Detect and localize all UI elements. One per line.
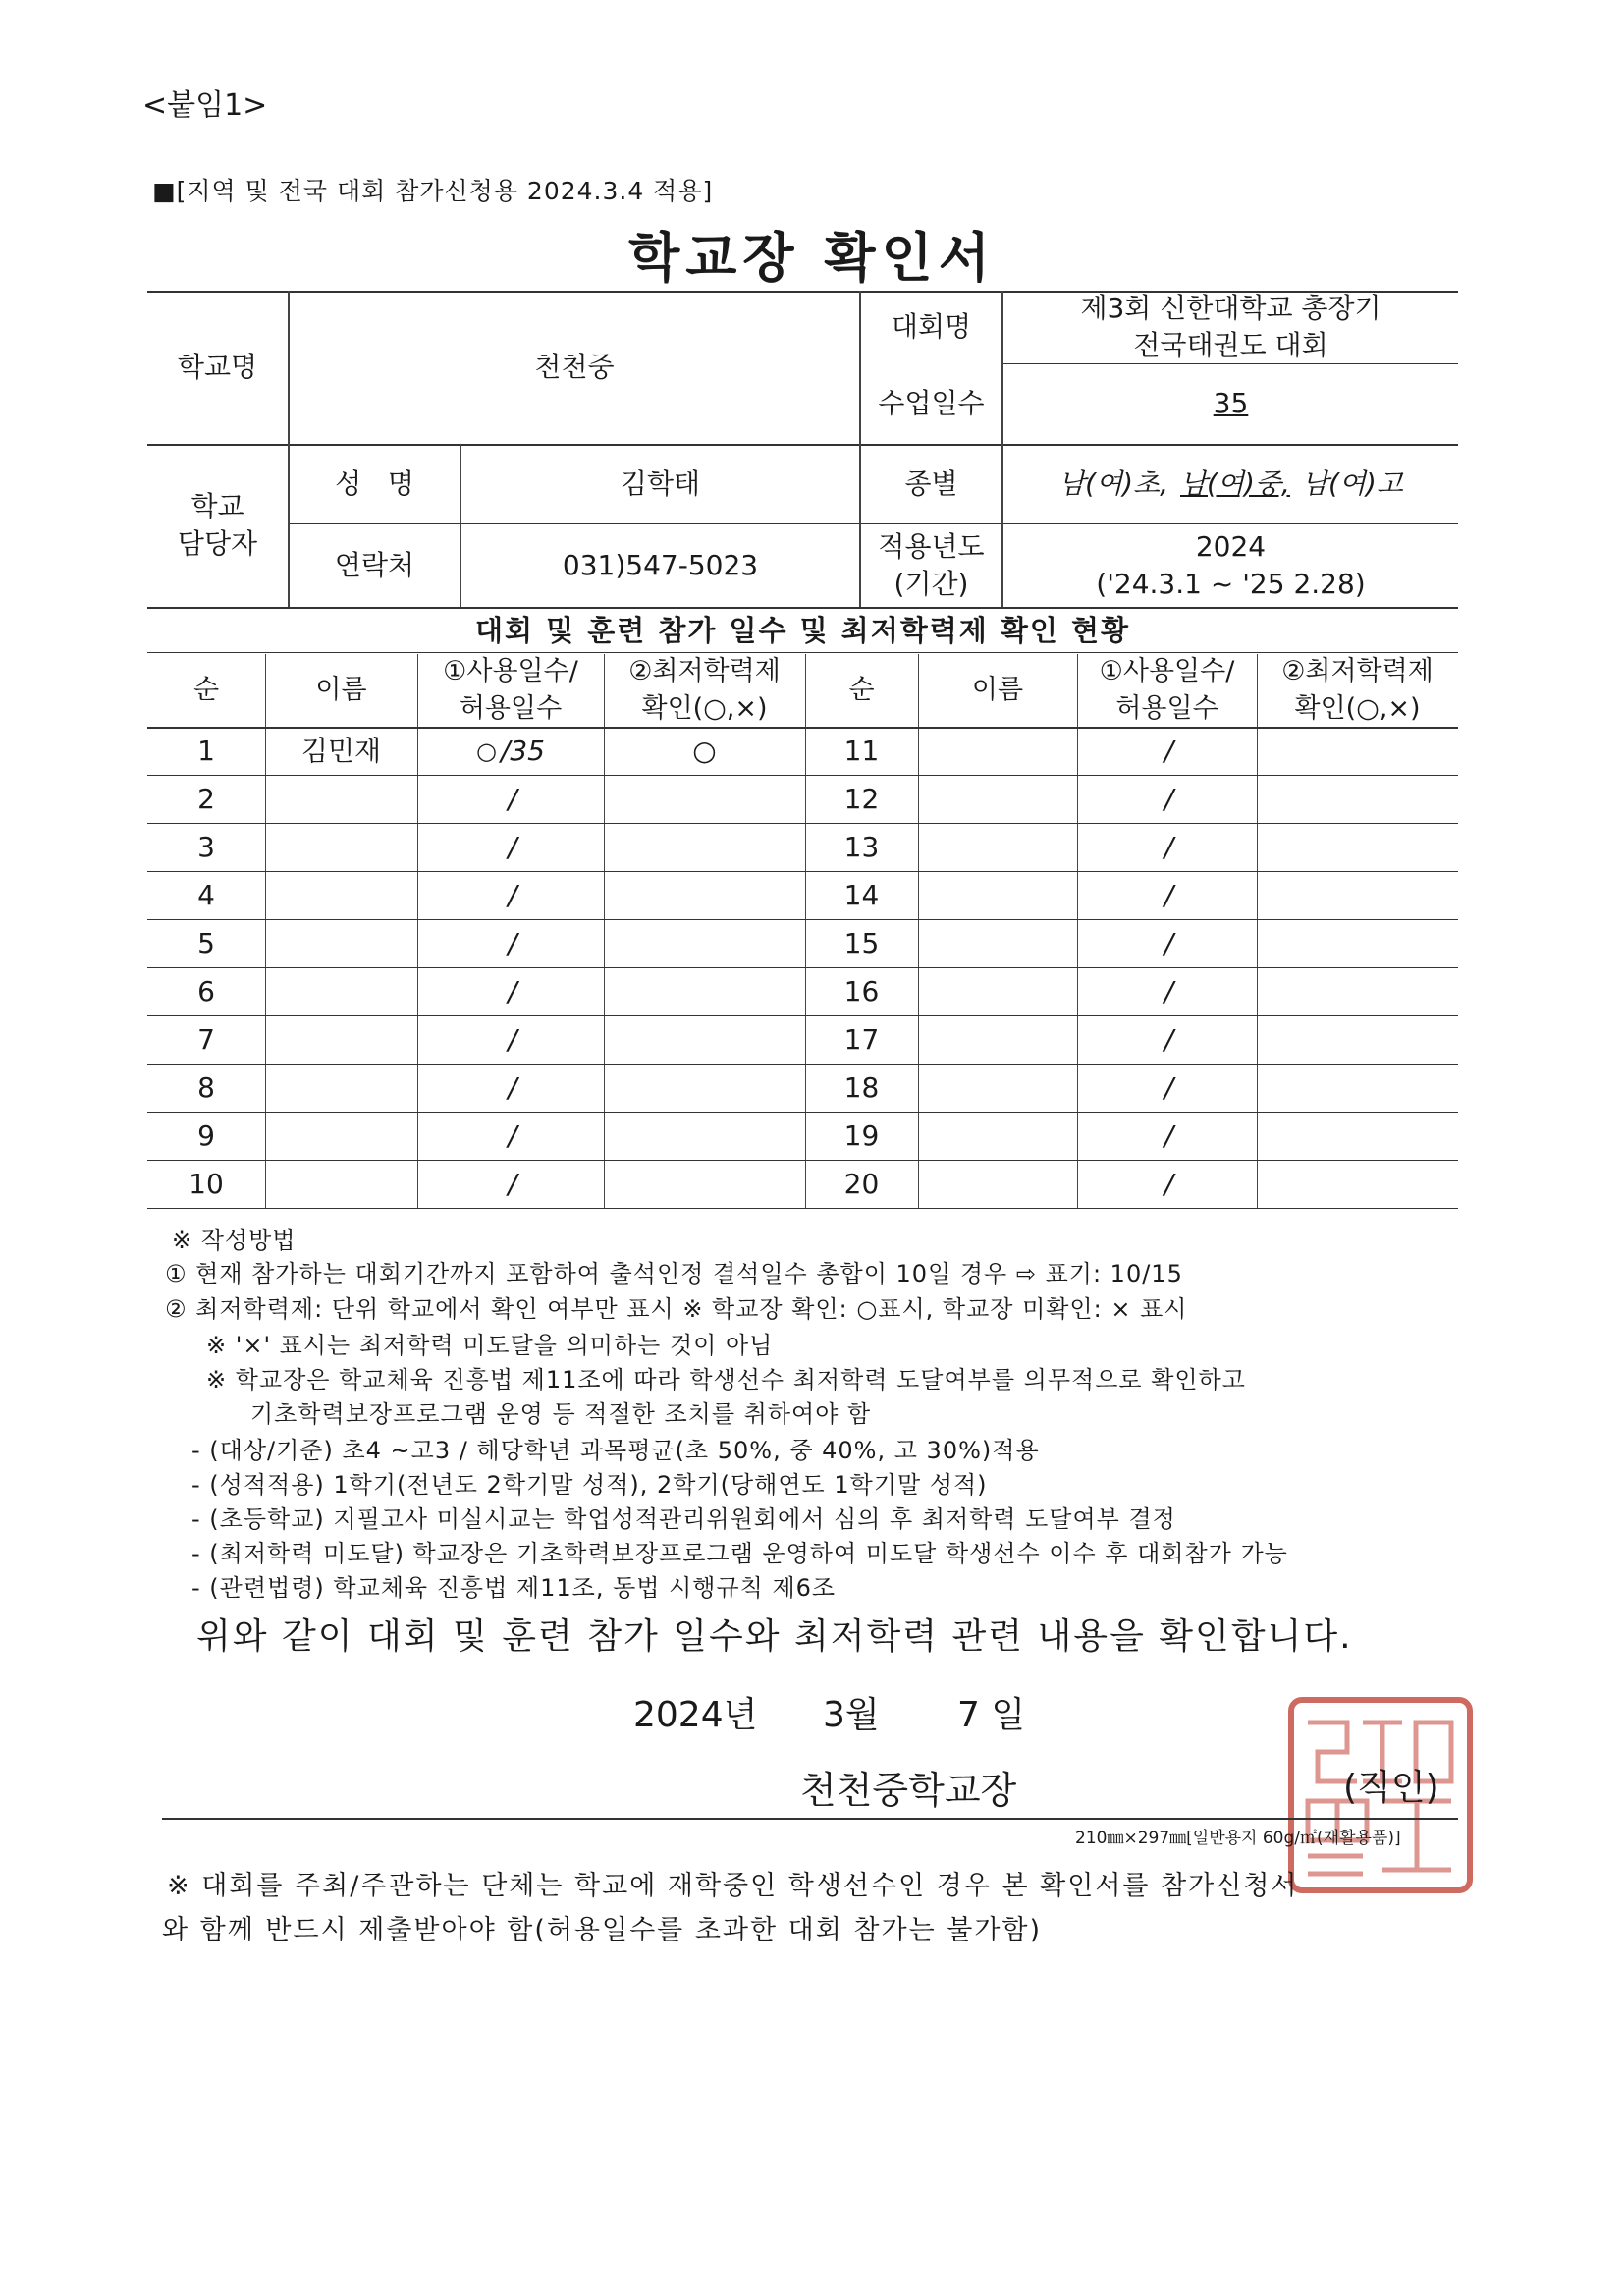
table-header-text: 확인(○,×) (641, 693, 768, 724)
row-allowed-days: / (508, 1167, 517, 1200)
table-header-text: 순 (848, 675, 875, 705)
row-check (604, 967, 805, 1015)
table-header-cell (805, 654, 918, 727)
row-number: 1 (197, 734, 215, 767)
row-days (417, 871, 604, 919)
principal-name: 천천중학교장 (800, 1769, 1017, 1812)
row-name (265, 1112, 417, 1160)
note-line: ② 최저학력제: 단위 학교에서 확인 여부만 표시 ※ 학교장 확인: ○표시, 학교장 미확인: × 표시 (165, 1295, 1188, 1323)
note-line: ① 현재 참가하는 대회기간까지 포함하여 출석인정 결석일수 총합이 10일 경우 ⇨ 표기: 10/15 (165, 1260, 1183, 1287)
row-number: 18 (843, 1070, 880, 1104)
row-number: 19 (843, 1119, 880, 1152)
note-line: ※ 작성방법 (172, 1227, 297, 1254)
table-header-cell (147, 654, 265, 727)
row-name (265, 919, 417, 967)
note-line: - (성적적용) 1학기(전년도 2학기말 성적), 2학기(당해연도 1학기말 성적) (191, 1471, 988, 1499)
row-name (918, 1112, 1077, 1160)
manager-label (147, 444, 288, 607)
manager-label-line-2: 담당자 (177, 527, 258, 560)
table-header-text: 확인(○,×) (1294, 693, 1421, 724)
year-label-line-2: (기간) (893, 568, 969, 600)
row-days (1077, 919, 1257, 967)
row-days (417, 727, 604, 775)
form-tag: ■[지역 및 전국 대회 참가신청용 2024.3.4 적용] (152, 177, 714, 205)
table-header-text: ①사용일수/ (1099, 656, 1235, 686)
footer-note-line-2: 와 함께 반드시 제출받아야 함(허용일수를 초과한 대회 참가는 불가함) (162, 1915, 1043, 1945)
year-label-line-1: 적용년도 (878, 530, 985, 563)
row-number: 6 (197, 974, 215, 1008)
row-allowed-days: / (1164, 1070, 1174, 1104)
note-line: - (관련법령) 학교체육 진흥법 제11조, 동법 시행규칙 제6조 (191, 1574, 837, 1602)
row-allowed-days: / (1164, 830, 1174, 863)
row-name (918, 1160, 1077, 1208)
row-name (918, 1064, 1077, 1112)
table-header-text: 이름 (315, 675, 367, 705)
row-number: 3 (197, 830, 215, 863)
school-value: 천천중 (534, 351, 615, 383)
table-header-cell (1257, 654, 1458, 727)
table-header-text: 허용일수 (459, 693, 563, 724)
year-label (861, 524, 1001, 607)
row-allowed-days: / (1164, 974, 1174, 1008)
table-header-cell (604, 654, 805, 727)
row-days (1077, 1064, 1257, 1112)
row-check (604, 1064, 805, 1112)
row-days (417, 967, 604, 1015)
row-days (417, 1015, 604, 1064)
row-allowed-days: / (508, 1119, 517, 1152)
row-check (1257, 967, 1458, 1015)
table-header-cell (265, 654, 417, 727)
row-days (1077, 967, 1257, 1015)
row-days (1077, 1160, 1257, 1208)
paper-spec: 210㎜×297㎜[일반용지 60g/㎡(재활용품)] (1075, 1829, 1401, 1848)
row-allowed-days: / (508, 1070, 517, 1104)
row-check (1257, 1160, 1458, 1208)
row-name (265, 1160, 417, 1208)
row-number: 13 (843, 830, 880, 863)
row-check (1257, 775, 1458, 823)
row-number: 17 (843, 1022, 880, 1056)
row-check (604, 1112, 805, 1160)
table-top-rule (147, 652, 1458, 653)
row-name: 김민재 (300, 734, 382, 767)
contest-value (1003, 291, 1458, 363)
section-title: 대회 및 훈련 참가 일수 및 최저학력제 확인 현황 (474, 614, 1131, 647)
row-number: 16 (843, 974, 880, 1008)
row-name (918, 967, 1077, 1015)
row-days (417, 1064, 604, 1112)
row-days (1077, 823, 1257, 871)
row-name (265, 1064, 417, 1112)
table-header-text: ②최저학력제 (628, 656, 781, 686)
type-elementary: 남(여)초, (1058, 466, 1168, 500)
table-row-rule (147, 1208, 1458, 1209)
row-check (604, 1160, 805, 1208)
date-year: 2024년 (633, 1695, 758, 1735)
row-days (417, 919, 604, 967)
row-name (265, 1015, 417, 1064)
row-number: 2 (197, 782, 215, 815)
row-allowed-days: / (1164, 926, 1174, 959)
row-days (1077, 1015, 1257, 1064)
row-number: 4 (197, 878, 215, 911)
row-check (1257, 727, 1458, 775)
row-check (1257, 871, 1458, 919)
note-line: - (대상/기준) 초4 ~고3 / 해당학년 과목평균(초 50%, 중 40%, 고 30%)적용 (191, 1437, 1040, 1464)
table-header-text: 순 (192, 675, 220, 705)
row-name (918, 775, 1077, 823)
type-value (1003, 444, 1458, 523)
note-line: 기초학력보장프로그램 운영 등 적절한 조치를 취하여야 함 (250, 1400, 872, 1428)
row-days (1077, 727, 1257, 775)
date-day: 7 일 (957, 1695, 1026, 1735)
table-header-text: ②최저학력제 (1281, 656, 1434, 686)
table-header-text: 이름 (971, 675, 1024, 705)
row-days (417, 1112, 604, 1160)
row-allowed-days: / (508, 878, 517, 911)
row-check (1257, 1064, 1458, 1112)
row-name (265, 775, 417, 823)
row-allowed-days: / (508, 974, 517, 1008)
table-header-cell (1077, 654, 1257, 727)
row-name (265, 871, 417, 919)
row-allowed-days: / (1164, 1167, 1174, 1200)
row-check (1257, 919, 1458, 967)
table-header-text: 허용일수 (1115, 693, 1218, 724)
row-name (265, 967, 417, 1015)
name-label: 성 명 (335, 466, 414, 500)
year-value-line-2: ('24.3.1 ~ '25 2.28) (1096, 568, 1366, 600)
note-line: ※ '×' 표시는 최저학력 미도달을 의미하는 것이 아님 (206, 1332, 774, 1359)
row-name (918, 727, 1077, 775)
year-value-line-1: 2024 (1195, 530, 1267, 563)
row-allowed-days: / (1164, 734, 1174, 767)
footer-note-line-1: ※ 대회를 주최/주관하는 단체는 학교에 재학중인 학생선수인 경우 본 확인서를 참가신청서 (167, 1871, 1299, 1901)
footer-rule (162, 1818, 1458, 1820)
type-middle: 남(여)중, (1180, 466, 1290, 500)
classdays-label: 수업일수 (878, 387, 985, 419)
attachment-label: <붙임1> (142, 88, 268, 123)
row-name (918, 1015, 1077, 1064)
row-allowed-days: / (508, 1022, 517, 1056)
row-check (1257, 823, 1458, 871)
contest-line-2: 전국태권도 대회 (1133, 329, 1328, 361)
table-header-cell (417, 654, 604, 727)
row-check (604, 775, 805, 823)
table-header-text: ①사용일수/ (443, 656, 578, 686)
row-name (918, 823, 1077, 871)
manager-label-line-1: 학교 (190, 490, 244, 522)
contact-label: 연락처 (334, 549, 415, 581)
row-number: 11 (843, 734, 880, 767)
row-allowed-days: / (508, 830, 517, 863)
row-number: 9 (197, 1119, 215, 1152)
row-number: 20 (843, 1167, 880, 1200)
row-check (604, 871, 805, 919)
row-days (1077, 1112, 1257, 1160)
row-allowed-days: / (1164, 782, 1174, 815)
row-check (604, 1015, 805, 1064)
name-value: 김학태 (620, 466, 701, 500)
contest-line-1: 제3회 신한대학교 총장기 (1080, 292, 1381, 324)
row-allowed-days: / (1164, 1022, 1174, 1056)
note-line: - (초등학교) 지필고사 미실시교는 학업성적관리위원회에서 심의 후 최저학력 도달여부 결정 (191, 1505, 1176, 1533)
row-days (1077, 871, 1257, 919)
confirm-text: 위와 같이 대회 및 훈련 참가 일수와 최저학력 관련 내용을 확인합니다. (196, 1616, 1353, 1657)
row-check (604, 823, 805, 871)
year-value (1003, 524, 1458, 607)
row-number: 10 (189, 1167, 224, 1200)
row-allowed-days: / (1164, 878, 1174, 911)
contest-label: 대회명 (891, 310, 972, 343)
row-number: 15 (843, 926, 880, 959)
row-used-days: ○ (475, 737, 497, 765)
row-allowed-days: /35 (500, 734, 545, 767)
date-month: 3월 (823, 1695, 880, 1735)
row-days (417, 775, 604, 823)
row-number: 8 (197, 1070, 215, 1104)
note-line: - (최저학력 미도달) 학교장은 기초학력보장프로그램 운영하여 미도달 학생선수 이수 후 대회참가 가능 (191, 1540, 1288, 1567)
contact-value: 031)547-5023 (562, 549, 759, 581)
row-days (417, 1160, 604, 1208)
row-check (1257, 1112, 1458, 1160)
row-allowed-days: / (508, 926, 517, 959)
row-check: ○ (692, 734, 717, 767)
row-number: 7 (197, 1022, 215, 1056)
type-high: 남(여)고 (1301, 466, 1403, 500)
page-title: 학교장 확인서 (628, 227, 996, 289)
row-name (918, 871, 1077, 919)
seal-label: (직인) (1343, 1768, 1439, 1808)
row-allowed-days: / (1164, 1119, 1174, 1152)
row-number: 12 (843, 782, 880, 815)
note-line: ※ 학교장은 학교체육 진흥법 제11조에 따라 학생선수 최저학력 도달여부를 의무적으로 확인하고 (206, 1366, 1246, 1394)
row-check (1257, 1015, 1458, 1064)
row-number: 14 (843, 878, 880, 911)
classdays-value: 35 (1213, 387, 1249, 419)
row-days (417, 823, 604, 871)
row-name (265, 823, 417, 871)
row-allowed-days: / (508, 782, 517, 815)
table-header-cell (918, 654, 1077, 727)
row-number: 5 (197, 926, 215, 959)
row-name (918, 919, 1077, 967)
school-label: 학교명 (177, 351, 258, 383)
row-days (1077, 775, 1257, 823)
row-check (604, 919, 805, 967)
type-label: 종별 (904, 466, 958, 500)
